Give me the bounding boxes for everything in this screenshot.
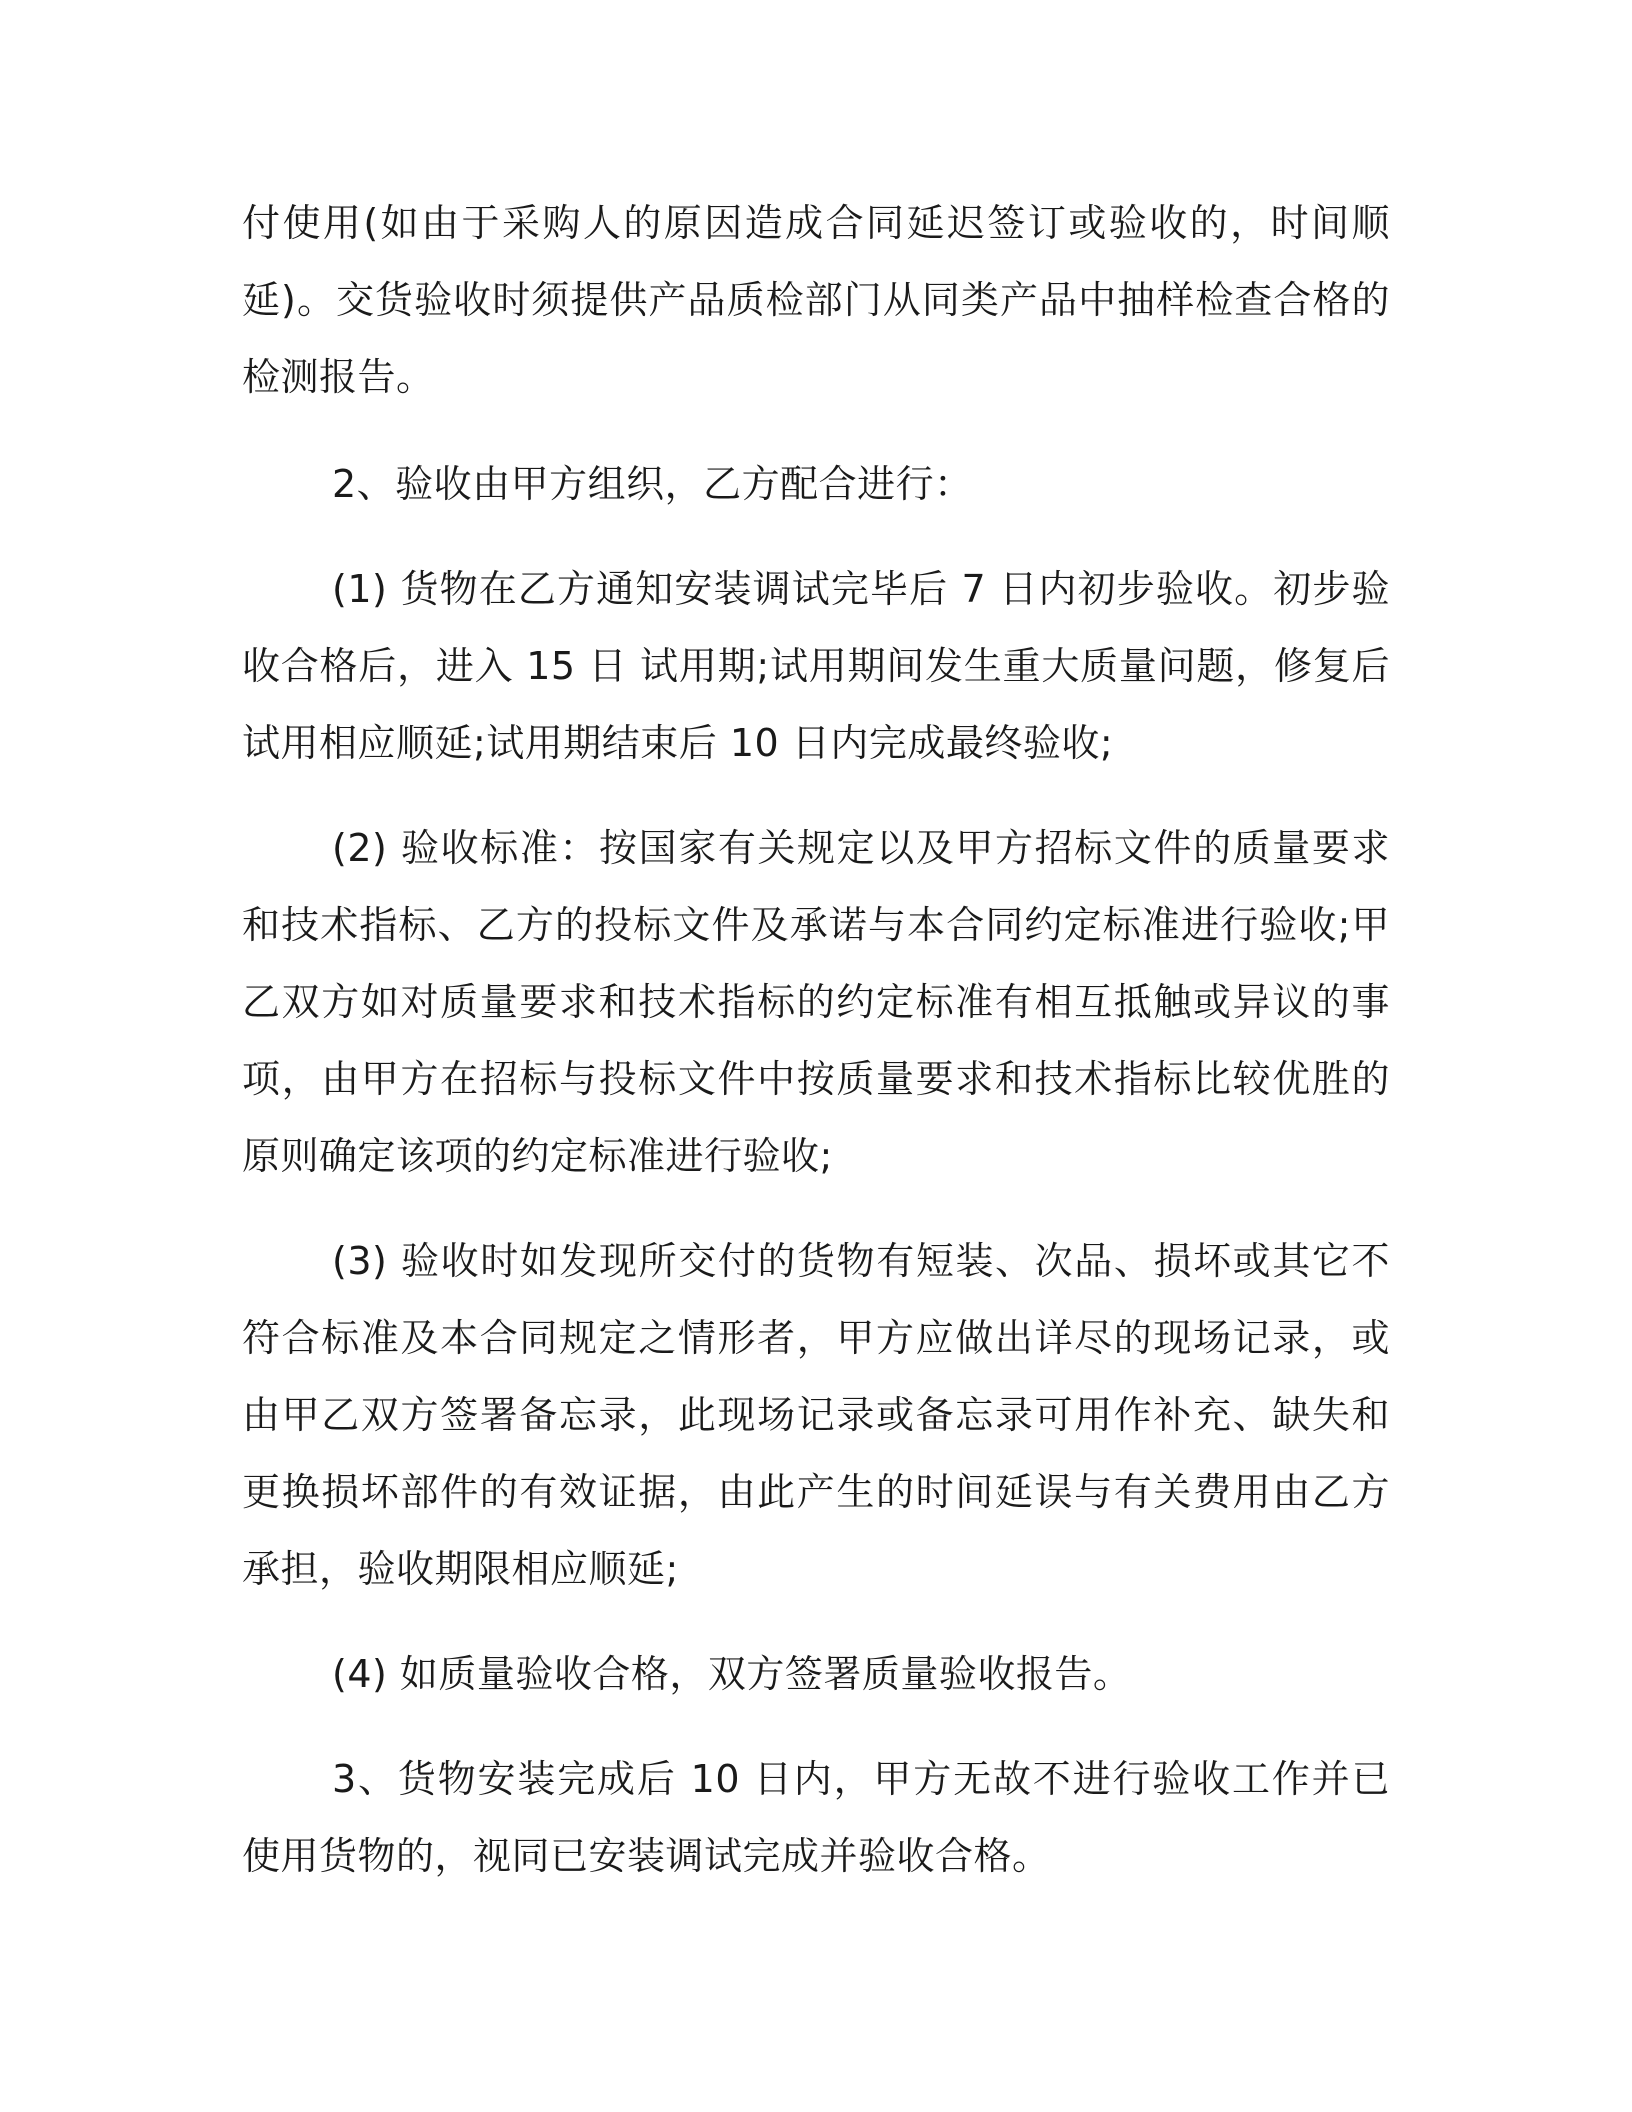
paragraph-item-4: (4) 如质量验收合格，双方签署质量验收报告。 [332,1652,1132,1696]
paragraph-clause-3: 3、货物安装完成后 10 日内，甲方无故不进行验收工作并已使用货物的，视同已安装调试完成并验收合格。 [242,1757,1390,1878]
paragraph-item-2: (2) 验收标准：按国家有关规定以及甲方招标文件的质量要求和技术指标、乙方的投标文件及承诺与本合同约定标准进行验收;甲乙双方如对质量要求和技术指标的约定标准有相互抵触或异议的事项，由甲方在招标与投标文件中按质量要求和技术指标比较优胜的原则确定该项的约定标准进行验收; [242,826,1390,1178]
document-body [242,185,1390,1895]
paragraph-delivery-continuation: 付使用(如由于采购人的原因造成合同延迟签订或验收的，时间顺延)。交货验收时须提供产品质检部门从同类产品中抽样检查合格的检测报告。 [242,201,1390,399]
paragraph-item-1: (1) 货物在乙方通知安装调试完毕后 7 日内初步验收。初步验收合格后，进入 15 日 试用期;试用期间发生重大质量问题，修复后试用相应顺延;试用期结束后 10 日内完成最终验收; [242,567,1390,765]
paragraph-item-3: (3) 验收时如发现所交付的货物有短装、次品、损坏或其它不符合标准及本合同规定之情形者，甲方应做出详尽的现场记录，或由甲乙双方签署备忘录，此现场记录或备忘录可用作补充、缺失和更换损坏部件的有效证据，由此产生的时间延误与有关费用由乙方承担，验收期限相应顺延; [242,1239,1390,1591]
paragraph-clause-2: 2、验收由甲方组织，乙方配合进行： [332,462,973,506]
